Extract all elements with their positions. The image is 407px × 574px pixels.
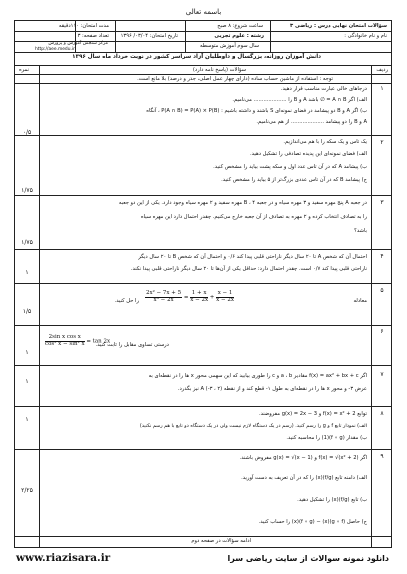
question-text: الف) نمودار تابع f و g را رسم کنید. (رسم در یک دستگاه لازم نیست ولی در یک دستگاه دو تابع با هم رسم نکنید) bbox=[139, 423, 367, 429]
exam-date: تاریخ امتحان: ۰۳/۰۴/ ۱۳۹۶ bbox=[120, 33, 178, 39]
question-text: ج) پیشامد B که در آن تاس عددی بزرگ‌تر از ۵ بیاید را مشخص کنید. bbox=[221, 177, 367, 183]
footer-download-text: دانلود نمونه سوالات از سایت ریاضی سرا bbox=[227, 554, 389, 563]
question-number: ۷ bbox=[380, 371, 384, 378]
question-text: ب) اگر A و B دو پیشامد در فضای نمونه‌ای S باشند و داشته باشیم : P(A ∩ B) = P(A) × P(B) ، آنگاه bbox=[146, 108, 367, 114]
exam-title: سؤالات امتحان نهایی درس : ریاضی ۳ bbox=[290, 23, 387, 29]
continued-note: ادامه سؤالات در صفحه دوم bbox=[191, 538, 251, 544]
question-score: ۱/۷۵ bbox=[21, 239, 33, 246]
question-text: توابع f(x) = x² + 2 و g(x) = 2x − 3 مفروضند. bbox=[258, 411, 367, 417]
question-score: ۰/۵ bbox=[22, 129, 32, 136]
question-text: احتمال آن که شخص A تا ۲۰ سال دیگر ناراحتی قلبی پیدا کند ۰/۶ و احتمال آن که شخص B تا ۲۰ سال دیگر bbox=[138, 254, 367, 260]
question-text: عرض ۳- و محور x ها را در نقطه‌ای به طول ۱- قطع کند و از نقطه (۲ ، ۳-) A نیز بگذرد. bbox=[177, 386, 367, 392]
fraction: $\frac{\text{2x² − 7x + 5}}{\text{x³ − 2x}}$ bbox=[146, 290, 182, 303]
question-score: ۱ bbox=[25, 416, 29, 423]
question-text: ناراحتی قلبی پیدا کند ۰/۷ است. چقدر احتمال دارد: حداقل یکی از آن‌ها تا ۲۰ سال دیگر ناراحتی قلبی پیدا نکند. bbox=[130, 266, 367, 272]
question-text: درجاهای خالی عبارت مناسب قرار دهید. bbox=[280, 86, 367, 92]
question-text: الف) دامنه تابع (f/g)(x) را که در آن تعریف به دست آورید. bbox=[241, 475, 367, 481]
question-number: ۴ bbox=[380, 253, 384, 260]
page-title: باسمه تعالی bbox=[185, 8, 222, 16]
grade-level: سال سوم آموزش متوسطه bbox=[199, 43, 259, 49]
question-text: در جعبه A پنج مهره سفید و ۳ مهره سیاه و در جعبه B ، ۴ مهره سفید و ۲ مهره سیاه وجود دارد. یکی از این دو جعبه bbox=[118, 200, 367, 206]
exam-center: مرکز سنجش آموزش و پرورش bbox=[48, 41, 108, 46]
equation-label: معادله bbox=[353, 298, 367, 304]
session-info: دانش آموزان روزانه، بزرگسال و داوطلبان آزاد سراسر کشور در نوبت خرداد ماه سال ۱۳۹۶ bbox=[72, 54, 321, 60]
question-text: ب) تابع (f/g)(x) را تشکیل دهید. bbox=[297, 497, 367, 503]
question-text: الف) فضای نمونه‌ای این پدیده تصادفی را تشکیل دهید. bbox=[250, 151, 367, 157]
question-score: ۱ bbox=[25, 269, 29, 276]
fraction: $\frac{1 + x}{x - 2x}$ bbox=[190, 290, 209, 303]
question-number: ۲ bbox=[380, 139, 384, 146]
question-text: ب) مقدار (f ∘ g)(1) را محاسبه کنید. bbox=[286, 435, 367, 441]
question-text: ب) پیشامد A که در آن تاس عدد اول و سکه پشت بیاید را مشخص کنید. bbox=[213, 164, 367, 170]
question-score: ۱/۷۵ bbox=[21, 187, 33, 194]
question-number: ۶ bbox=[380, 328, 384, 335]
equation-instruction: را حل کنید. bbox=[114, 298, 139, 304]
column-questions: سؤالات (پاسخ نامه دارد) bbox=[192, 67, 246, 73]
footer-site-url[interactable]: www.riazisara.ir bbox=[16, 552, 111, 564]
question-text: را به تصادف انتخاب کرده و ۲ مهره به تصادف از آن جعبه خارج می‌کنیم. چقدر احتمال دارد این مهره سیاه bbox=[140, 214, 367, 220]
trig-identity: $\frac{\text{2sin x cos x}}{\text{cos² x − sin² x}}$ = tan 2x bbox=[45, 334, 111, 347]
column-row: ردیف bbox=[376, 67, 388, 73]
start-time: ساعت شروع: ۸ صبح bbox=[217, 23, 263, 29]
exam-duration: مدت امتحان: ۱۱۰دقیقه bbox=[58, 23, 109, 29]
question-text: یک تاس و یک سکه را با هم می‌اندازیم. bbox=[283, 139, 367, 145]
rational-equation: $\frac{\text{2x² − 7x + 5}}{\text{x³ − 2x}}$ = $\frac{1 + x}{x - 2x}$ + $\frac{x - 1}{x - 2x}$ bbox=[146, 290, 234, 303]
fraction: $\frac{\text{2sin x cos x}}{\text{cos² x − sin² x}}$ bbox=[45, 334, 85, 347]
question-text: الف) اگر A ∩ B = ∅ باشد A و B را .................... می‌نامیم. bbox=[232, 97, 367, 103]
question-number: ۱ bbox=[380, 85, 384, 92]
question-number: ۳ bbox=[380, 199, 384, 206]
name-label: نام و نام خانوادگی : bbox=[344, 33, 387, 39]
question-text: ج) حاصل (g ∘ f)(x) − (f ∘ g)(x) را حساب کنید. bbox=[258, 519, 367, 525]
calculator-note: توجه : استفاده از ماشین حساب ساده (دارای چهار عمل اصلی، جذر و درصد) بلا مانع است. bbox=[137, 76, 333, 82]
column-score: نمره bbox=[18, 67, 29, 73]
question-text: اگر f(x) = √(x² + 2) و g(x) = √(x − 1) مفروض باشند. bbox=[239, 455, 367, 461]
question-text: اگر f(x) = ax² + bx + c مقادیر a ، b و c را طوری بیابید که این سهمی محور x ها را در نقطه‌ای به bbox=[148, 373, 367, 379]
question-number: ۸ bbox=[380, 410, 384, 417]
page-count: تعداد صفحه: ۳ bbox=[77, 33, 109, 39]
question-number: ۵ bbox=[380, 287, 384, 294]
question-text: A و B را دو پیشامد .................... از هم می‌نامیم. bbox=[256, 119, 367, 125]
question-score: ۱/۵ bbox=[22, 308, 32, 315]
question-number: ۹ bbox=[380, 453, 384, 460]
exam-frame bbox=[14, 20, 392, 548]
exam-center-website: http://aee.medu.ir bbox=[35, 46, 75, 52]
question-score: ۲/۲۵ bbox=[21, 487, 33, 494]
field-name: رشته : علوم تجربی bbox=[214, 33, 264, 39]
fraction: $\frac{x - 1}{x - 2x}$ bbox=[216, 290, 234, 303]
question-score: ۱ bbox=[25, 378, 29, 385]
question-score: ۱ bbox=[25, 349, 29, 356]
question-text: باشد؟ bbox=[354, 228, 367, 234]
question-text: درستی تساوی مقابل را ثابت کنید. bbox=[95, 342, 169, 348]
